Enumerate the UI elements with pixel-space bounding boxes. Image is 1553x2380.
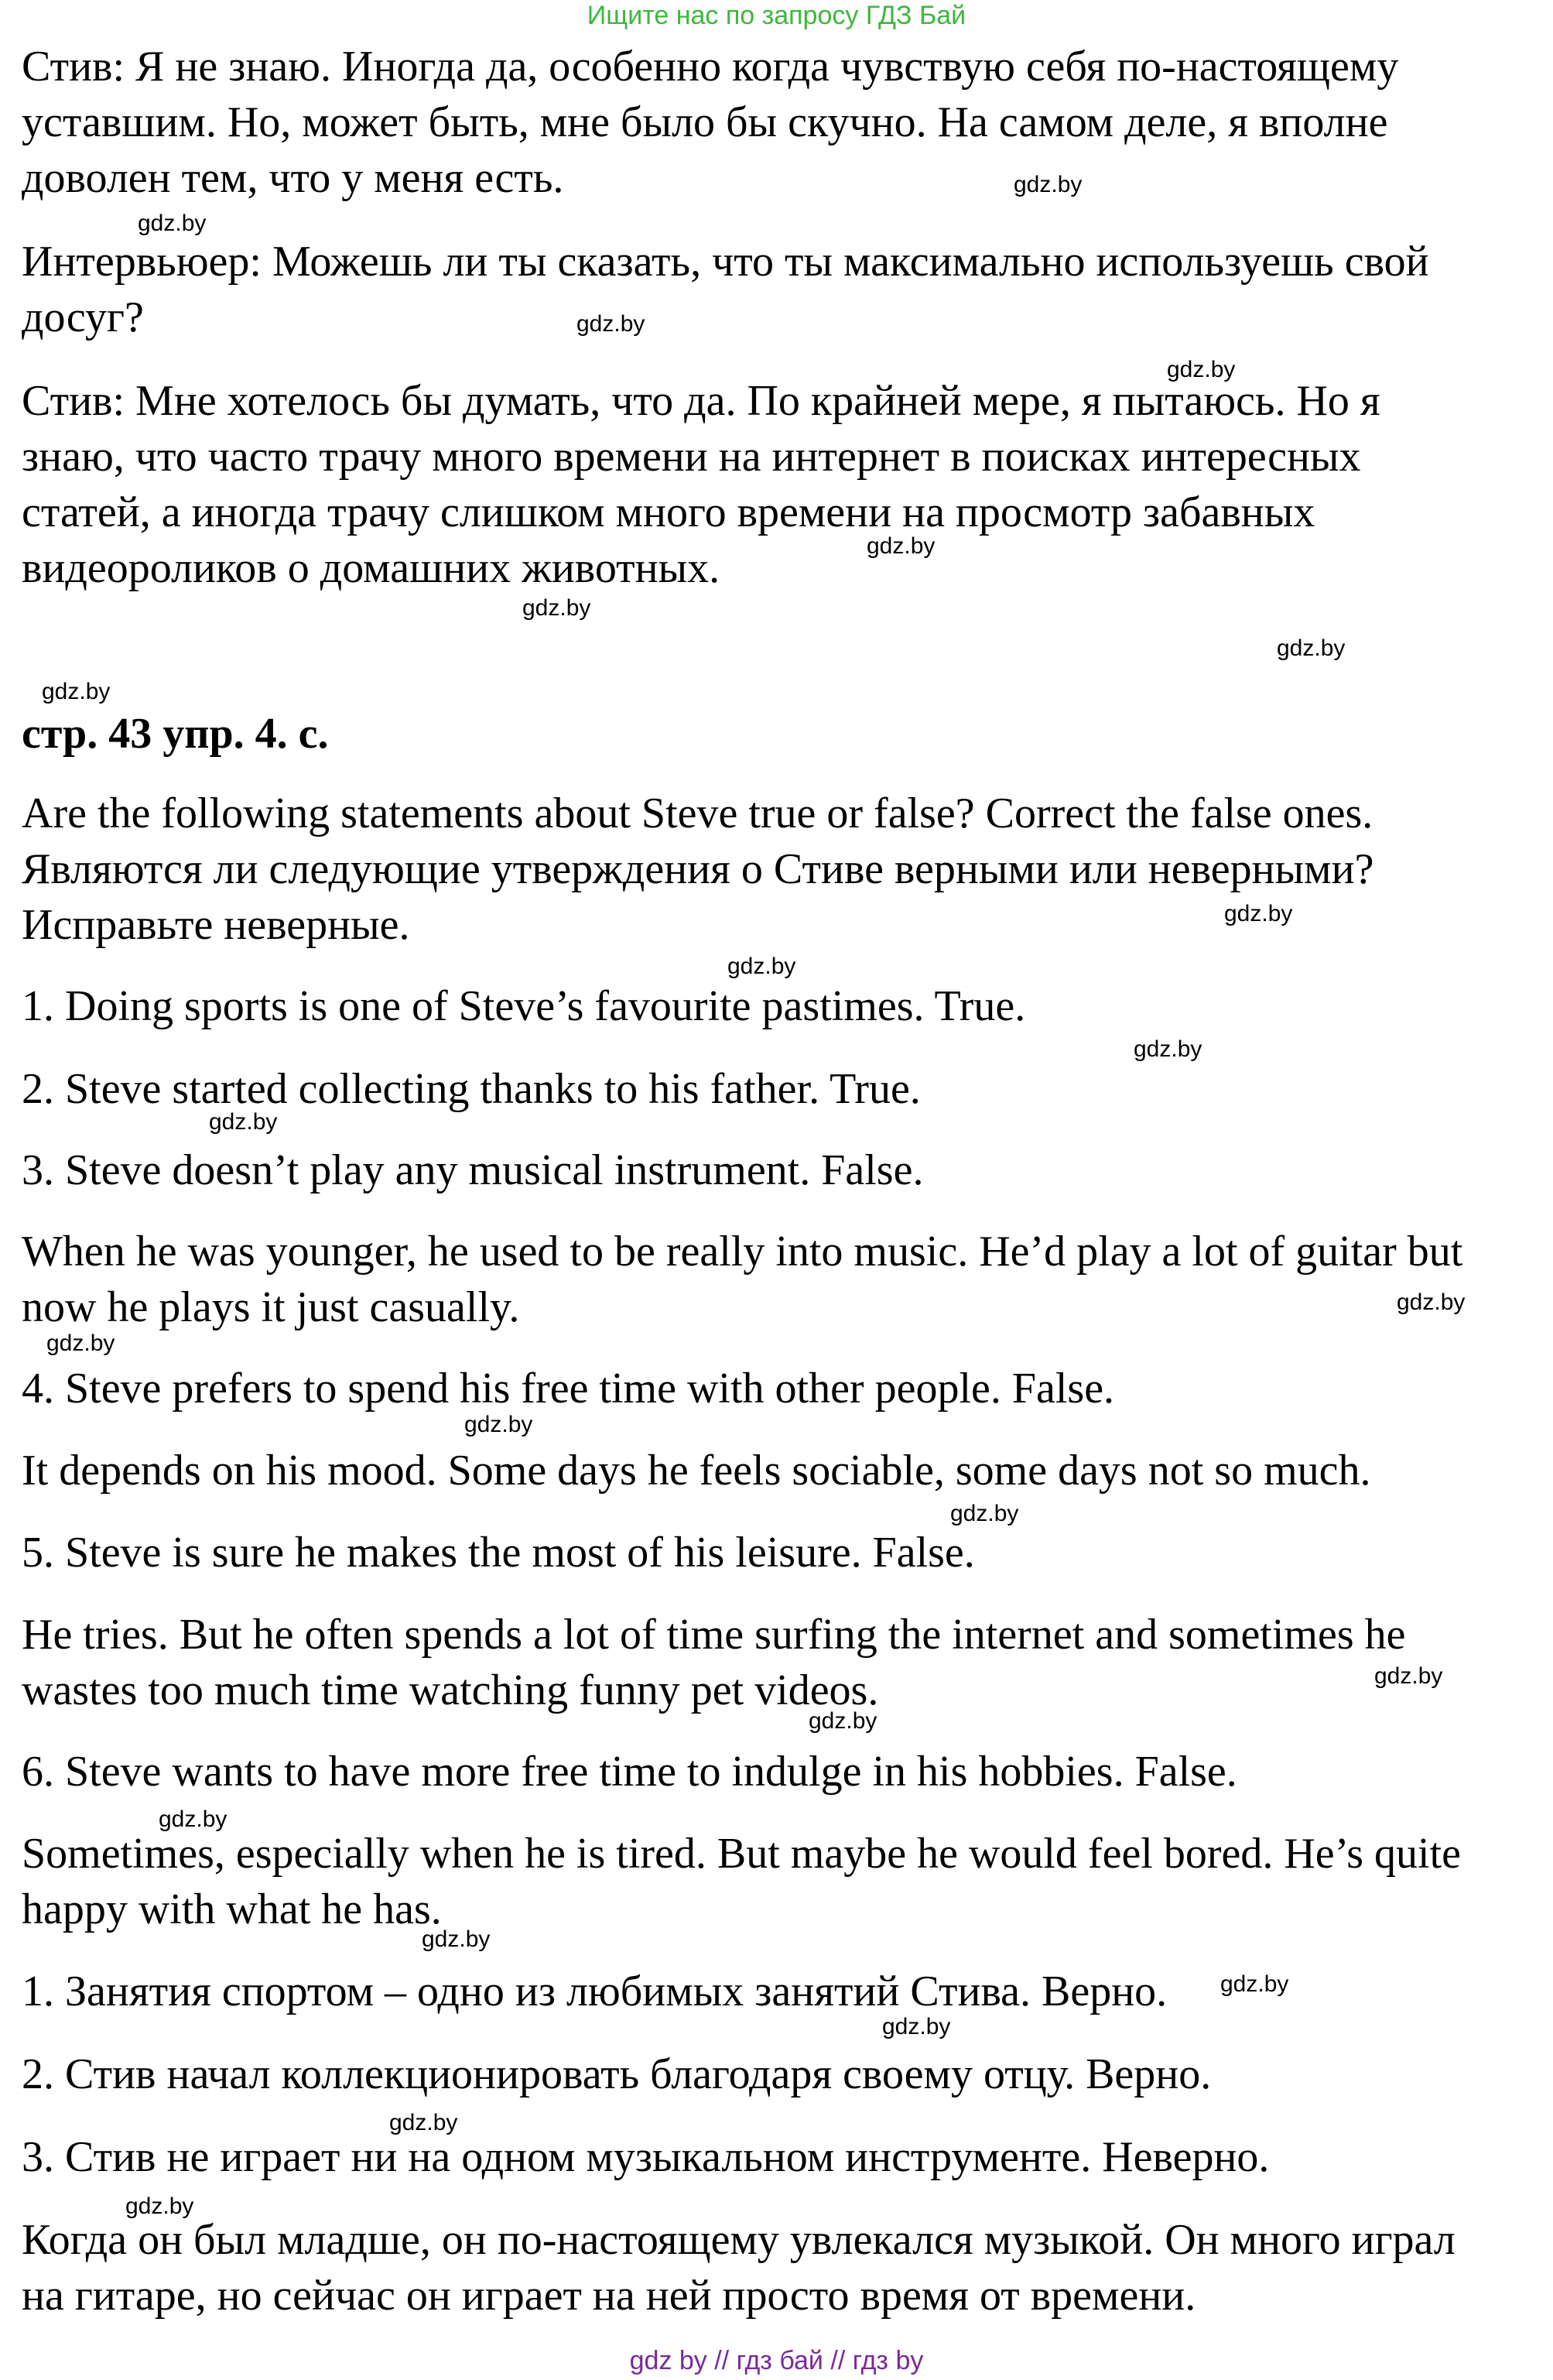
list-item [22,978,1542,1034]
list-item [22,2129,1542,2185]
list-item [22,2046,1542,2102]
text-line: статей, а иногда трачу слишком много времени на просмотр забавных [22,488,1315,536]
watermark: gdz.by [422,1926,491,1952]
watermark: gdz.by [1220,1971,1289,1997]
text-line: Стив: Мне хотелось бы думать, что да. По крайней мере, я пытаюсь. Но я [22,377,1380,425]
watermark: gdz.by [867,533,936,559]
paragraph [22,2212,1542,2323]
list-item [22,1525,1542,1580]
text-line: знаю, что часто трачу много времени на интернет в поисках интересных [22,433,1361,481]
text-line: It depends on his mood. Some days he feels sociable, some days not so much. [22,1447,1371,1495]
watermark: gdz.by [576,311,645,337]
watermark: gdz.by [1397,1289,1466,1315]
text-line: Стив: Я не знаю. Иногда да, особенно когда чувствую себя по-настоящему [22,43,1399,91]
text-line: 6. Steve wants to have more free time to indulge in his hobbies. False. [22,1748,1237,1796]
text-line: Исправьте неверные. [22,901,410,949]
text-line: Интервьюер: Можешь ли ты сказать, что ты максимально используешь свой [22,238,1429,286]
watermark: gdz.by [1167,357,1236,382]
footer-watermark: gdz by // гдз бай // гдз by [629,2346,924,2375]
text-line: стр. 43 упр. 4. с. [22,710,329,758]
watermark: gdz.by [159,1806,227,1832]
text-line: 1. Doing sports is one of Steve’s favourite pastimes. True. [22,982,1026,1030]
list-item [22,1361,1542,1416]
text-line: Когда он был младше, он по-настоящему увлекался музыкой. Он много играл [22,2216,1456,2264]
watermark: gdz.by [389,2110,458,2135]
text-line: 4. Steve prefers to spend his free time with other people. False. [22,1365,1115,1413]
watermark: gdz.by [464,1412,533,1437]
text-line: When he was younger, he used to be really into music. He’d play a lot of guitar but [22,1228,1463,1276]
watermark: gdz.by [1224,901,1293,926]
text-line: 2. Стив начал коллекционировать благодаря своему отцу. Верно. [22,2050,1212,2098]
text-line: Sometimes, especially when he is tired. But maybe he would feel bored. He’s quite [22,1830,1461,1878]
watermark: gdz.by [125,2193,194,2219]
text-line: видеороликов о домашних животных. [22,544,720,592]
watermark: gdz.by [46,1330,115,1356]
list-item [22,1744,1542,1800]
paragraph [22,1826,1542,1937]
text-line: 2. Steve started collecting thanks to his father. True. [22,1065,921,1113]
watermark: gdz.by [1277,635,1346,661]
text-line: happy with what he has. [22,1885,442,1933]
text-line: Are the following statements about Steve true or false? Correct the false ones. [22,789,1373,837]
text-line: 1. Занятия спортом – одно из любимых занятий Стива. Верно. [22,1967,1168,2015]
text-line: досуг? [22,293,144,341]
watermark: gdz.by [1134,1036,1202,1062]
paragraph [22,786,1542,953]
paragraph [22,234,1542,345]
watermark: gdz.by [522,595,591,621]
watermark: gdz.by [1374,1663,1443,1689]
watermark: gdz.by [209,1109,278,1135]
text-line: на гитаре, но сейчас он играет на ней просто время от времени. [22,2272,1196,2320]
section-heading [22,706,1542,762]
text-line: 3. Стив не играет ни на одном музыкальном инструменте. Неверно. [22,2133,1270,2181]
paragraph [22,1224,1542,1335]
watermark: gdz.by [42,679,111,704]
top-banner: Ищите нас по запросу ГДЗ Бай [587,1,966,30]
text-line: 3. Steve doesn’t play any musical instrument. False. [22,1146,924,1194]
text-line: now he plays it just casually. [22,1283,520,1331]
watermark: gdz.by [138,211,207,236]
text-line: уставшим. Но, может быть, мне было бы скучно. На самом деле, я вполне [22,98,1388,146]
text-line: He tries. But he often spends a lot of time surfing the internet and sometimes he [22,1611,1406,1659]
paragraph [22,1607,1542,1718]
watermark: gdz.by [1014,172,1083,197]
list-item [22,1142,1542,1198]
watermark: gdz.by [809,1708,877,1734]
text-line: 5. Steve is sure he makes the most of his leisure. False. [22,1529,975,1577]
watermark: gdz.by [950,1501,1019,1526]
watermark: gdz.by [727,954,796,979]
paragraph [22,39,1542,206]
text-line: wastes too much time watching funny pet videos. [22,1666,879,1714]
text-line: Являются ли следующие утверждения о Стиве верными или неверными? [22,845,1374,893]
text-line: доволен тем, что у меня есть. [22,154,564,202]
watermark: gdz.by [882,2014,951,2039]
paragraph [22,373,1542,596]
list-item [22,1964,1542,2019]
paragraph [22,1443,1542,1498]
